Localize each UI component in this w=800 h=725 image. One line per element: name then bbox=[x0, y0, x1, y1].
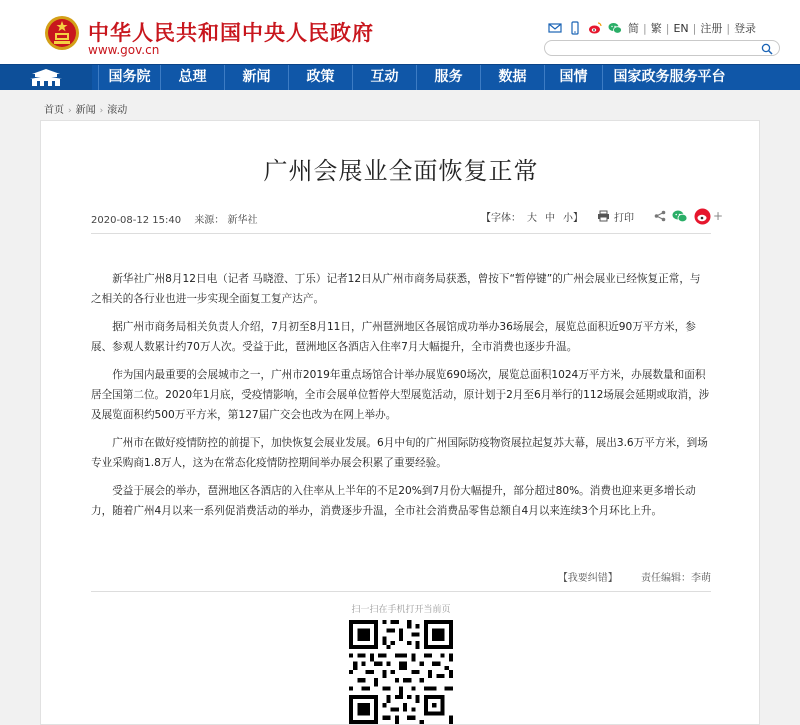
article-meta bbox=[91, 211, 268, 226]
breadcrumb-rolling[interactable]: 滚动 bbox=[107, 105, 128, 116]
article-paragraph: 广州市在做好疫情防控的前提下，加快恢复会展业发展。6月中旬的广州国际防疫物资展拉起复苏大幕，展出3.6万平方米，到场专业采购商1.8万人，这为在常态化疫情防控期间举办展会积累了重要经验。 bbox=[91, 437, 708, 469]
top-links bbox=[548, 20, 756, 36]
font-size-label: 【字体： bbox=[481, 212, 521, 224]
lang-traditional[interactable]: 繁 bbox=[650, 22, 662, 35]
main-nav bbox=[0, 64, 800, 90]
qr-code-icon bbox=[349, 620, 453, 724]
nav-items bbox=[98, 65, 736, 90]
more-share-icon[interactable]: + bbox=[713, 209, 724, 223]
article-body bbox=[91, 269, 711, 529]
login-link[interactable]: 登录 bbox=[734, 22, 757, 35]
divider: | bbox=[726, 21, 731, 35]
search-input[interactable] bbox=[553, 42, 753, 54]
lang-english[interactable]: EN bbox=[673, 21, 689, 35]
weibo-icon[interactable] bbox=[588, 21, 602, 35]
responsible-editor: 责任编辑：李萌 bbox=[641, 573, 711, 584]
weibo-share-icon[interactable] bbox=[694, 208, 711, 225]
site-header bbox=[0, 0, 800, 64]
nav-item-state-council[interactable]: 国务院 bbox=[98, 65, 160, 90]
print-icon[interactable] bbox=[597, 210, 610, 222]
breadcrumb bbox=[44, 101, 127, 116]
divider bbox=[91, 591, 711, 592]
nav-item-service[interactable]: 服务 bbox=[416, 65, 480, 90]
article-footer bbox=[41, 569, 711, 584]
wechat-share-icon[interactable] bbox=[672, 209, 688, 223]
article-paragraph: 作为国内最重要的会展城市之一，广州市2019年重点场馆合计举办展览690场次，展览总面积1024万平方米，办展数量和面积居全国第二位。2020年1月底，受疫情影响，全市会展单位暂停大型展览活动，原计划于2月至6月举行的112场展会延期或取消，涉及展览面积约500万平方米，第127届广交会也改为在网上举办。 bbox=[91, 369, 710, 421]
search-icon[interactable] bbox=[761, 43, 773, 55]
article-paragraph: 据广州市商务局相关负责人介绍，7月初至8月11日，广州琶洲地区各展馆成功举办36场展会，展览总面积近90万平方米，参展、参观人数累计约70万人次。受益于此，琶洲地区各酒店入住率7月大幅提升，全市消费也逐步升温。 bbox=[91, 321, 696, 353]
qr-label: 扫一扫在手机打开当前页 bbox=[351, 605, 451, 615]
wechat-icon[interactable] bbox=[608, 21, 622, 35]
breadcrumb-home[interactable]: 首页 bbox=[44, 105, 64, 116]
breadcrumb-news[interactable]: 新闻 bbox=[75, 105, 96, 116]
chevron-right-icon: › bbox=[68, 106, 72, 116]
site-title[interactable]: 中华人民共和国中央人民政府 bbox=[88, 21, 374, 45]
divider: | bbox=[643, 21, 647, 35]
report-error-link[interactable]: 【我要纠错】 bbox=[557, 573, 618, 584]
font-small-button[interactable]: 小】 bbox=[563, 212, 583, 224]
national-emblem-icon[interactable] bbox=[44, 14, 80, 52]
register-link[interactable]: 注册 bbox=[700, 22, 723, 35]
lang-simplified[interactable]: 简 bbox=[628, 22, 639, 35]
article-title: 广州会展业全面恢复正常 bbox=[263, 157, 539, 185]
nav-item-interaction[interactable]: 互动 bbox=[352, 65, 416, 90]
mail-icon[interactable] bbox=[548, 21, 562, 35]
publish-date: 2020-08-12 15:40 bbox=[91, 215, 182, 226]
site-domain[interactable]: www.gov.cn bbox=[88, 43, 160, 57]
font-large-button[interactable]: 大 bbox=[527, 212, 537, 224]
article-card bbox=[40, 120, 760, 725]
article-source: 来源： 新华社 bbox=[194, 215, 258, 226]
divider: | bbox=[665, 21, 670, 35]
nav-item-policy[interactable]: 政策 bbox=[288, 65, 352, 90]
nav-item-news[interactable]: 新闻 bbox=[224, 65, 288, 90]
nav-item-national-info[interactable]: 国情 bbox=[544, 65, 602, 90]
share-icon[interactable] bbox=[654, 210, 666, 222]
mobile-phone-icon[interactable] bbox=[568, 21, 582, 35]
nav-item-data[interactable]: 数据 bbox=[480, 65, 544, 90]
search-box[interactable] bbox=[544, 40, 780, 56]
font-medium-button[interactable]: 中 bbox=[545, 212, 555, 224]
home-button[interactable] bbox=[0, 65, 92, 90]
article-tools bbox=[481, 208, 723, 224]
article-paragraph: 受益于展会的举办，琶洲地区各酒店的入住率从上半年的不足20%到7月份大幅提升，部分超过80%。消费也迎来更多增长动力，随着广州4月以来一系列促消费活动的举办，消费逐步升温，全市社会消费品零售总额自4月以来连续3个月环比上升。 bbox=[91, 485, 696, 517]
nav-item-premier[interactable]: 总理 bbox=[160, 65, 224, 90]
divider bbox=[91, 233, 711, 234]
chevron-right-icon: › bbox=[99, 106, 104, 116]
tiananmen-icon bbox=[28, 68, 64, 87]
article-paragraph: 新华社广州8月12日电（记者 马晓澄、丁乐）记者12日从广州市商务局获悉，曾按下“暂停键”的广州会展业已经恢复正常，与之相关的各行业也进一步实现全面复工复产达产。 bbox=[91, 273, 701, 305]
divider: | bbox=[692, 21, 697, 35]
print-button[interactable]: 打印 bbox=[614, 212, 634, 224]
nav-item-service-platform[interactable]: 国家政务服务平台 bbox=[602, 65, 736, 90]
